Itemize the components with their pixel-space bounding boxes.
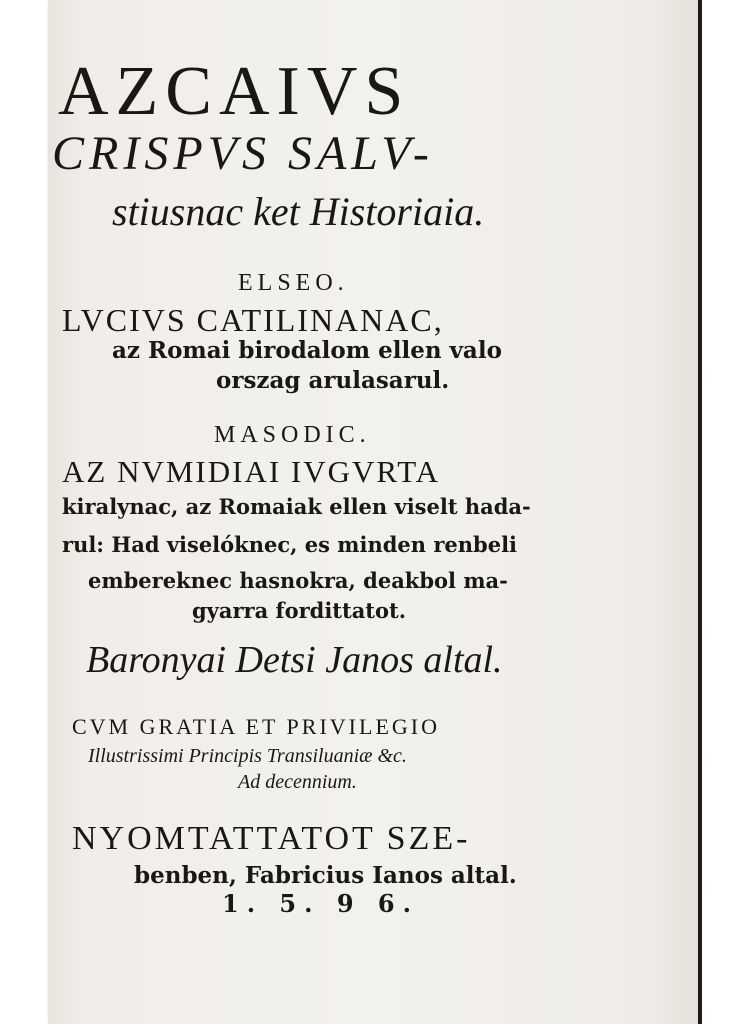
imprint-line-2: benben, Fabricius Ianos altal. <box>134 862 517 889</box>
part2-desc-1: kiralynac, az Romaiak ellen viselt hada- <box>62 494 531 519</box>
privilege-line-2: Illustrissimi Principis Transiluaniæ &c. <box>88 745 407 767</box>
part1-heading: ELSEO. <box>238 270 349 296</box>
title-line-3: stiusnac ket Historiaia. <box>112 189 485 234</box>
part1-name: LVCIVS CATILINANAC, <box>62 302 444 338</box>
author-line: Baronyai Detsi Janos altal. <box>86 639 503 681</box>
title-line-2: CRISPVS SALV- <box>52 127 434 180</box>
part2-desc-4: gyarra fordittatot. <box>192 598 407 623</box>
part1-desc-2: orszag arulasarul. <box>216 367 450 394</box>
page-edge <box>698 0 750 1024</box>
part2-desc-2: rul: Had viselóknec, es minden renbeli <box>62 532 518 557</box>
imprint-year: 1. 5. 9 6. <box>222 889 419 918</box>
privilege-line-1: CVM GRATIA ET PRIVILEGIO <box>72 714 440 739</box>
part2-name: AZ NVMIDIAI IVGVRTA <box>62 454 441 489</box>
part2-desc-3: embereknec hasnokra, deakbol ma- <box>88 568 508 593</box>
part1-desc-1: az Romai birodalom ellen valo <box>112 337 502 364</box>
imprint-line-1: NYOMTATTATOT SZE- <box>72 820 471 857</box>
title-line-1: AZCAIVS <box>58 53 411 130</box>
part2-heading: MASODIC. <box>214 422 371 448</box>
privilege-line-3: Ad decennium. <box>238 771 357 793</box>
